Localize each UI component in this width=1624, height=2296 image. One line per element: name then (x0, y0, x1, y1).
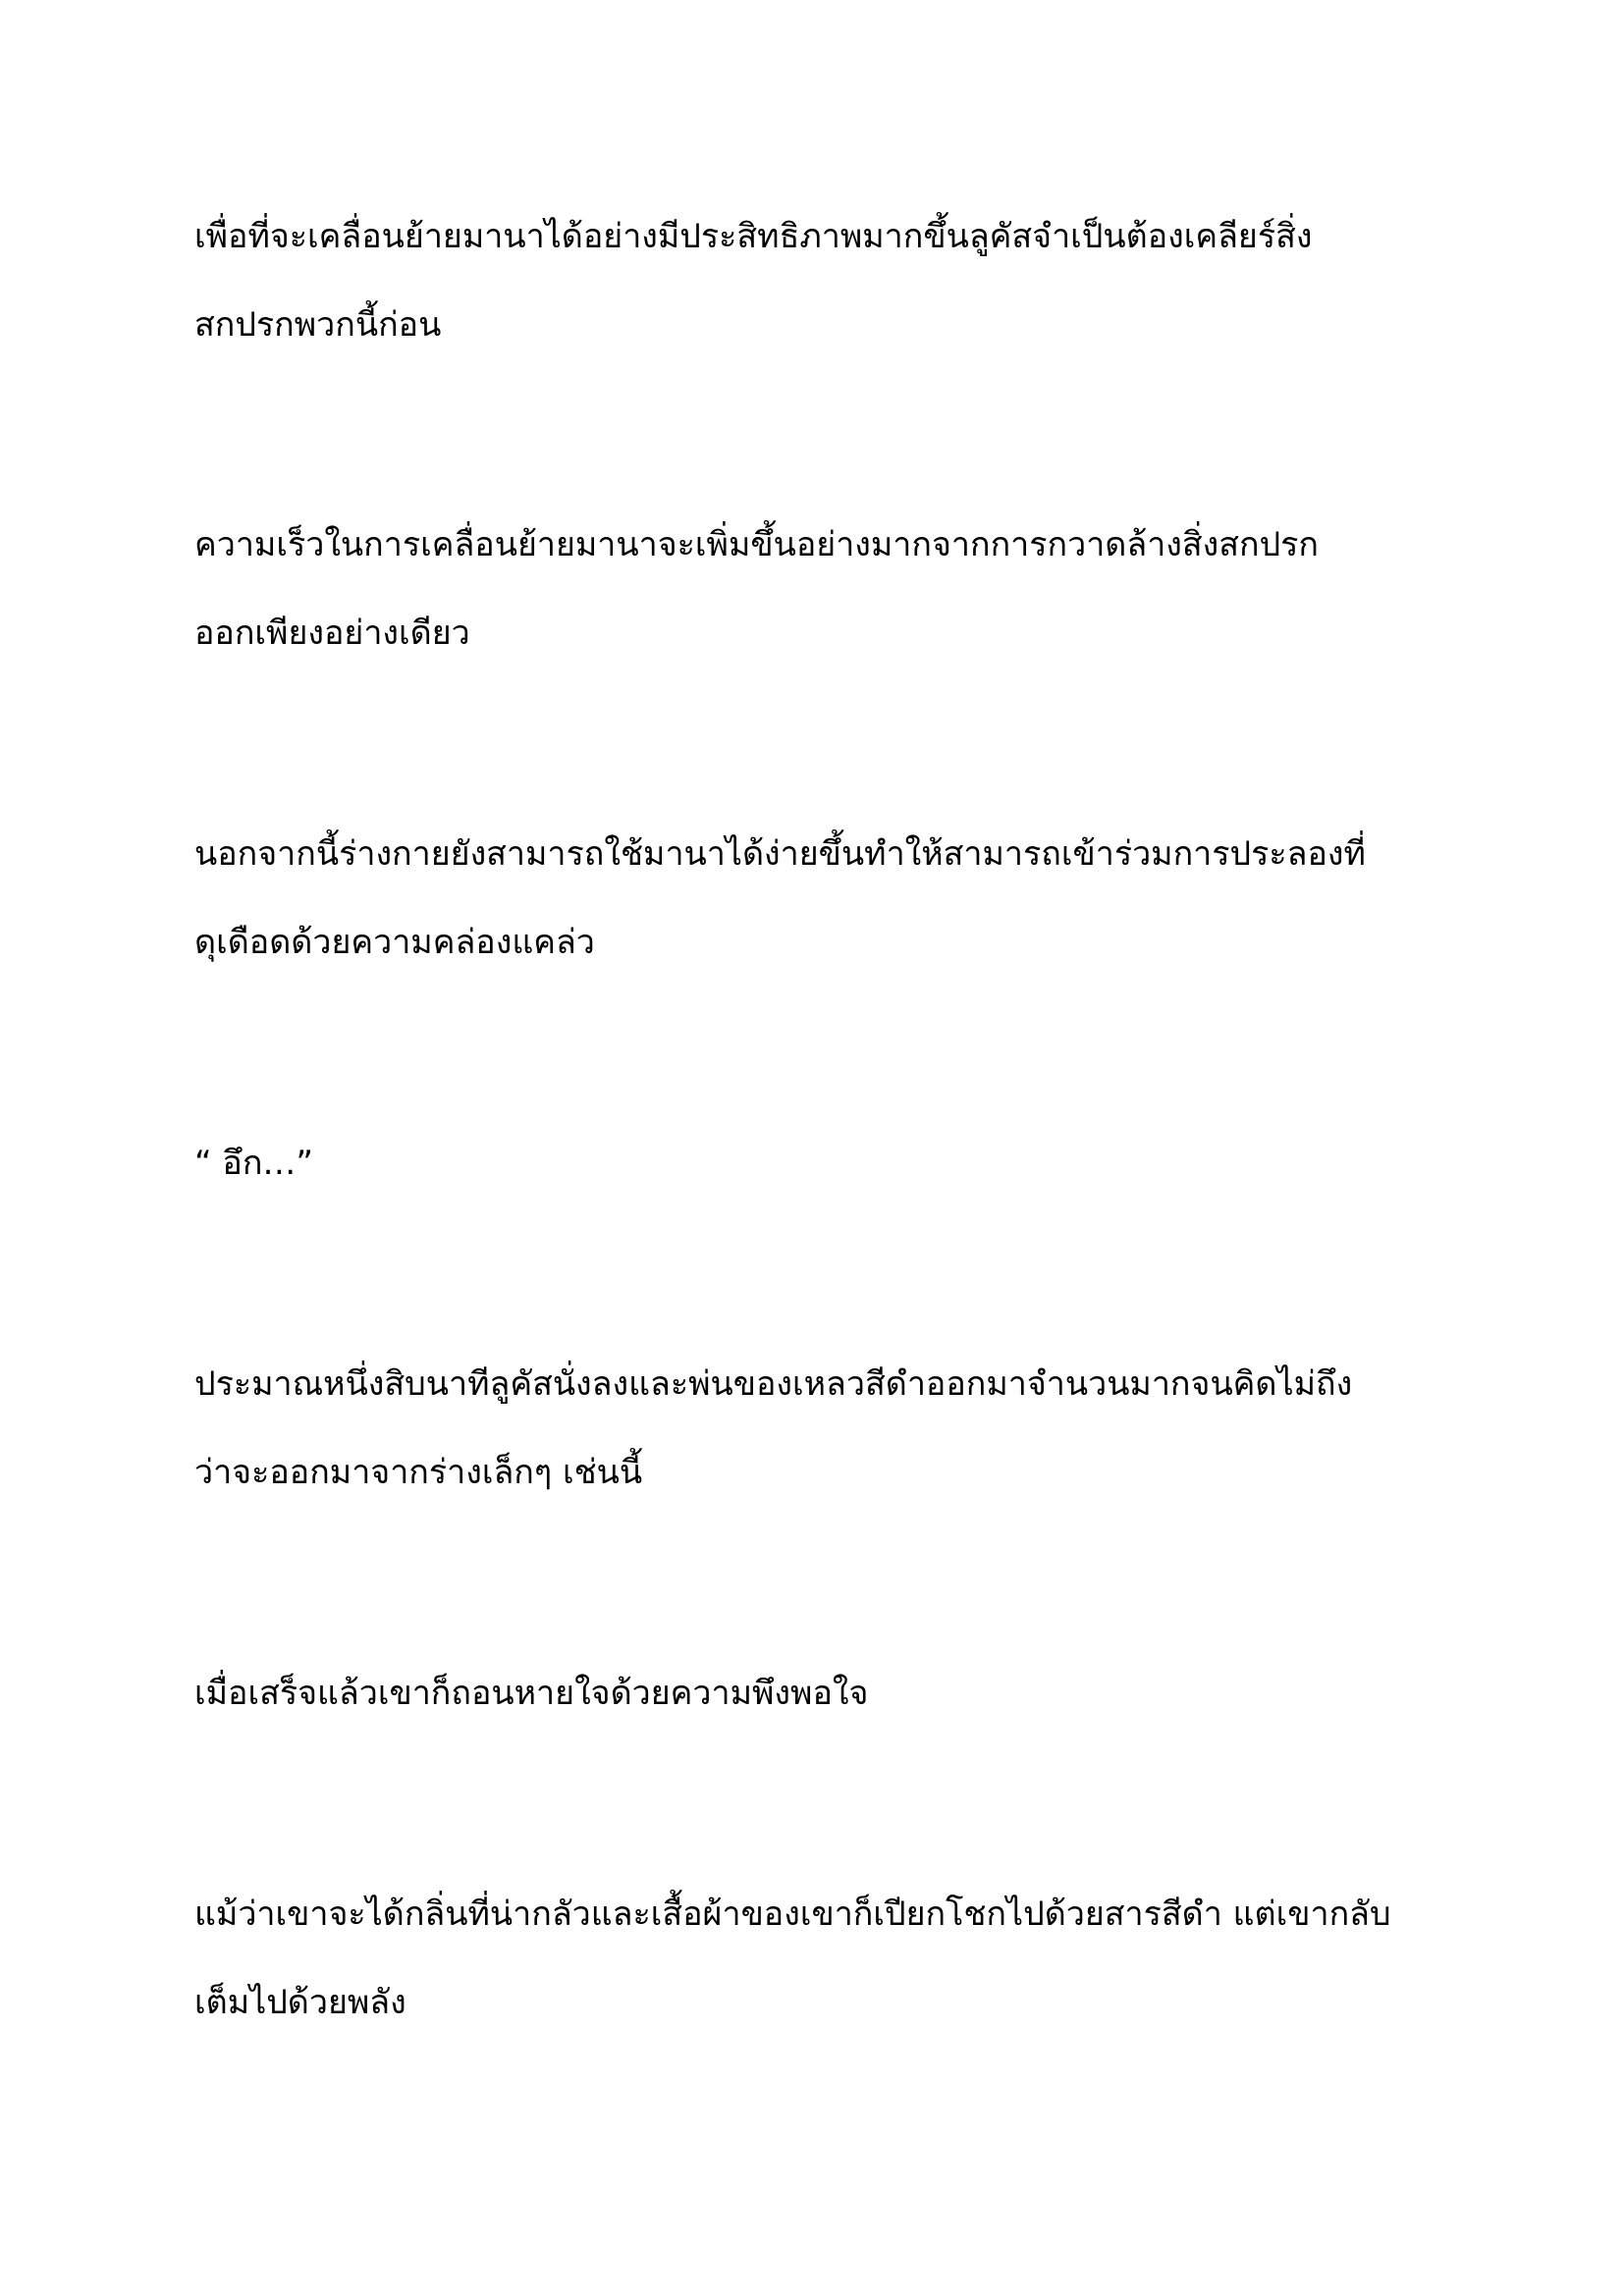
paragraph-2 (194, 501, 1471, 677)
paragraph-line: สกปรกพวกนี้ก่อน (194, 305, 442, 345)
paragraph-line: ประมาณหนึ่งสิบนาทีลูคัสนั่งลงและพ่นของเหลวสีดำออกมาจำนวนมากจนคิดไม่ถึง (194, 1364, 1353, 1404)
paragraph-line: ความเร็วในการเคลื่อนย้ายมานาจะเพิ่มขึ้นอย่างมากจากการกวาดล้างสิ่งสกปรก (194, 525, 1320, 564)
paragraph-line: นอกจากนี้ร่างกายยังสามารถใช้มานาได้ง่ายขึ้นทำให้สามารถเข้าร่วมการประลองที่ (194, 834, 1366, 874)
paragraph-line: ออกเพียงอย่างเดียว (194, 614, 470, 653)
paragraph-7 (194, 1870, 1471, 2047)
paragraph-5 (194, 1340, 1471, 1517)
paragraph-3 (194, 810, 1471, 987)
paragraph-line: เต็มไปด้วยพลัง (194, 1983, 406, 2022)
paragraph-line: ว่าจะออกมาจากร่างเล็กๆ เช่นนี้ (194, 1453, 643, 1492)
paragraph-6 (194, 1649, 1471, 1737)
paragraph-line: “ อึก…” (194, 1144, 314, 1183)
paragraph-4-dialogue (194, 1119, 1471, 1207)
paragraph-line: แม้ว่าเขาจะได้กลิ่นที่น่ากลัวและเสื้อผ้าของเขาก็เปียกโชกไปด้วยสารสีดำ แต่เขากลับ (194, 1895, 1391, 1934)
paragraph-line: เพื่อที่จะเคลื่อนย้ายมานาได้อย่างมีประสิทธิภาพมากขึ้นลูคัสจำเป็นต้องเคลียร์สิ่ง (194, 217, 1313, 256)
paragraph-line: ดุเดือดด้วยความคล่องแคล่ว (194, 923, 595, 962)
paragraph-line: เมื่อเสร็จแล้วเขาก็ถอนหายใจด้วยความพึงพอใจ (194, 1674, 869, 1713)
paragraph-1 (194, 192, 1471, 369)
